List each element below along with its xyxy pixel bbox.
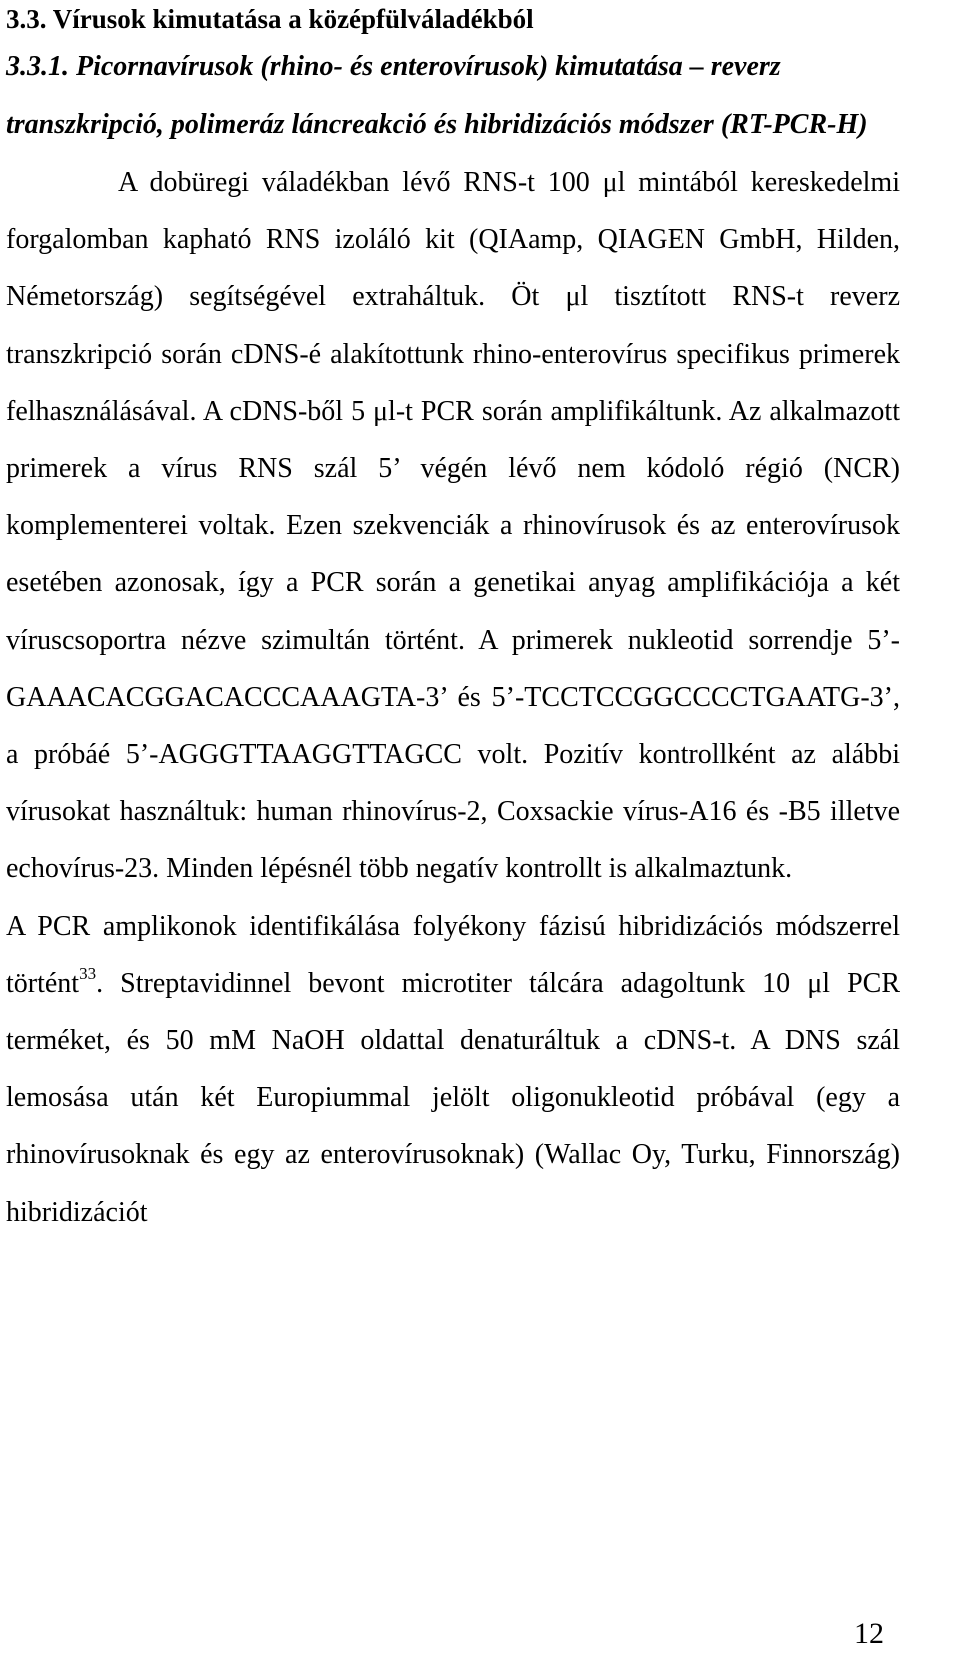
paragraph-2-text-end: . Streptavidinnel bevont microtiter tálcára adagoltunk 10 μl PCR terméket, és 50 mM NaOH oldattal denaturáltuk a cDNS-t. A DNS szál lemosása után két Europiummal jelölt oligonukleotid próbával (egy a rhinovírusoknak és egy az enterovírusoknak) (Wallac Oy, Turku, Finnország) hibridizációt — [6, 967, 900, 1228]
section-heading: 3.3. Vírusok kimutatása a középfülváladékból — [6, 4, 534, 34]
reference-superscript: 33 — [79, 963, 97, 983]
subsection-heading: 3.3.1. Picornavírusok (rhino- és enterovírusok) kimutatása – reverz transzkripció, polimeráz láncreakció és hibridizációs módszer (RT-PCR-H) — [6, 51, 868, 140]
page-number: 12 — [854, 1617, 884, 1650]
document-page — [6, 0, 900, 1241]
methods-paragraph-1: A dobüregi váladékban lévő RNS-t 100 μl mintából kereskedelmi forgalomban kapható RNS izoláló kit (QIAamp, QIAGEN GmbH, Hilden, Németország) segítségével extraháltuk. Öt μl tisztított RNS-t reverz transzkripció során cDNS-é alakítottunk rhino-enterovírus specifikus primerek felhasználásával. A cDNS-ből 5 μl-t PCR során amplifikáltunk. Az alkalmazott primerek a vírus RNS szál 5’ végén lévő nem kódoló régió (NCR) komplementerei voltak. Ezen szekvenciák a rhinovírusok és az enterovírusok esetében azonosak, így a PCR során a genetikai anyag amplifikációja a két víruscsoportra nézve szimultán történt. A primerek nukleotid sorrendje 5’-GAAACACGGACACCCAAAGTA-3’ és 5’-TCCTCCGGCCCCTGAATG-3’, a próbáé 5’-AGGGTTAAGGTTAGCC volt. Pozitív kontrollként az alábbi vírusokat használtuk: human rhinovírus-2, Coxsackie vírus-A16 és -B5 illetve echovírus-23. Minden lépésnél több negatív kontrollt is alkalmaztunk. — [6, 167, 900, 885]
paragraph-2-text-start: A PCR amplikonok identifikálása folyékony fázisú hibridizációs módszerrel történt — [6, 910, 900, 999]
methods-paragraph-2 — [6, 898, 900, 1241]
